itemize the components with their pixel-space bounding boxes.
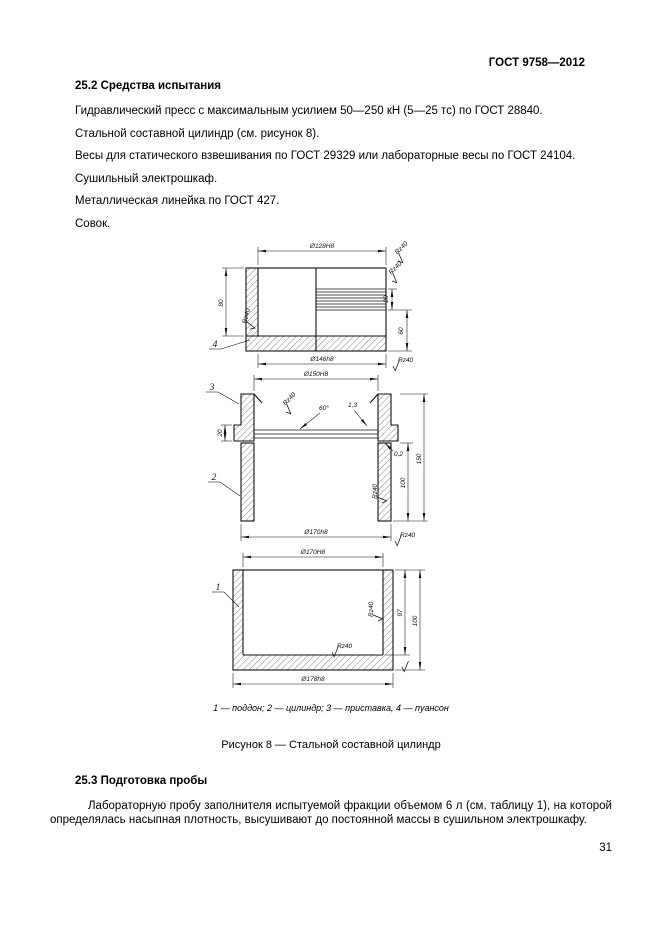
svg-text:Rz40: Rz40 — [400, 532, 416, 539]
rz40-mark-poddon-wall — [368, 601, 383, 621]
svg-text:Rz40: Rz40 — [372, 483, 379, 499]
svg-text:Rz40: Rz40 — [398, 357, 414, 364]
section-heading-25-2: 25.2 Средства испытания — [75, 80, 221, 92]
part-label-4-puanson: 4 — [212, 340, 218, 350]
dim-100-cylinder: 100 — [400, 477, 407, 489]
part-label-3-pristavka: 3 — [209, 383, 215, 393]
dim-20-right: 20 — [383, 295, 390, 303]
dim-d150h8: Ø150H8 — [303, 371, 329, 378]
dim-chamfer-1-3: 1,3 — [348, 402, 358, 409]
part-number-labels — [209, 340, 221, 593]
rz40-mark-pristavka — [279, 391, 303, 415]
svg-text:Rz40: Rz40 — [393, 240, 410, 257]
paragraph-scales: Весы для статического взвешивания по ГОСТ 29329 или лабораторные весы по ГОСТ 24104. — [75, 150, 576, 162]
poddon-section — [233, 570, 393, 670]
svg-text:Rz40: Rz40 — [387, 260, 404, 277]
svg-text:Rz40: Rz40 — [337, 643, 353, 650]
paragraph-cylinder: Стальной составной цилиндр (см. рисунок 8). — [75, 127, 320, 140]
svg-text:Rz40: Rz40 — [241, 307, 253, 325]
rz40-mark-knurl — [385, 260, 409, 284]
dim-60: 60 — [398, 327, 405, 335]
plate-lines — [254, 430, 378, 438]
dim-d178h8: Ø178h8 — [301, 676, 325, 683]
rz40-mark-d146 — [393, 357, 414, 371]
pristavka-cylinder-section — [234, 394, 398, 521]
figure-8 — [50, 239, 612, 751]
dim-80: 80 — [218, 299, 225, 307]
page-number: 31 — [599, 842, 612, 854]
dim-d170h8-outer: Ø170h8 — [304, 529, 328, 536]
knurl-lines — [316, 289, 386, 310]
dim-d128h8: Ø128H8 — [309, 243, 335, 250]
paragraph-ruler: Металлическая линейка по ГОСТ 427. — [75, 195, 280, 207]
paragraph-sample-preparation: Лабораторную пробу заполнителя испытуемой фракции объемом 6 л (см. таблицу 1), на которой определялась насыпная плотность, высушивают до постоянной массы в сушильном электрошкафу. — [50, 800, 612, 826]
figure-caption: Рисунок 8 — Стальной составной цилиндр — [221, 739, 441, 751]
puanson-section — [246, 268, 386, 351]
dim-20-left: 20 — [217, 429, 224, 437]
figure-legend: 1 — поддон; 2 — цилиндр; 3 — приставка, 4 — пуансон — [213, 703, 449, 713]
dim-gap-0-2: 0,2 — [394, 451, 404, 458]
dimension-lines-middle — [206, 375, 428, 541]
svg-text:Rz40: Rz40 — [368, 601, 375, 617]
dim-d146h8: Ø146h8 — [310, 356, 334, 363]
dim-d170H8-bore: Ø170H8 — [300, 549, 326, 556]
figure8-technical-drawing — [196, 239, 446, 701]
dim-100-poddon: 100 — [412, 615, 419, 627]
rz40-mark-top-right — [391, 240, 415, 264]
dim-150: 150 — [416, 453, 423, 465]
paragraph-oven: Сушильный электрошкаф. — [75, 172, 218, 185]
page-header-gost-number: ГОСТ 9758—2012 — [488, 57, 585, 69]
section-heading-25-3: 25.3 Подготовка пробы — [75, 775, 208, 787]
dim-97: 97 — [397, 609, 404, 617]
rz40-mark-d170 — [395, 532, 416, 546]
part-label-2-cylinder: 2 — [211, 473, 217, 483]
svg-text:Rz40: Rz40 — [281, 391, 298, 408]
paragraph-press: Гидравлический пресс с максимальным усилием 50—250 кН (5—25 тс) по ГОСТ 28840. — [75, 105, 543, 117]
paragraph-scoop: Совок. — [75, 217, 111, 230]
part-label-1-poddon: 1 — [215, 583, 221, 593]
dim-angle-60deg: 60° — [319, 405, 329, 412]
